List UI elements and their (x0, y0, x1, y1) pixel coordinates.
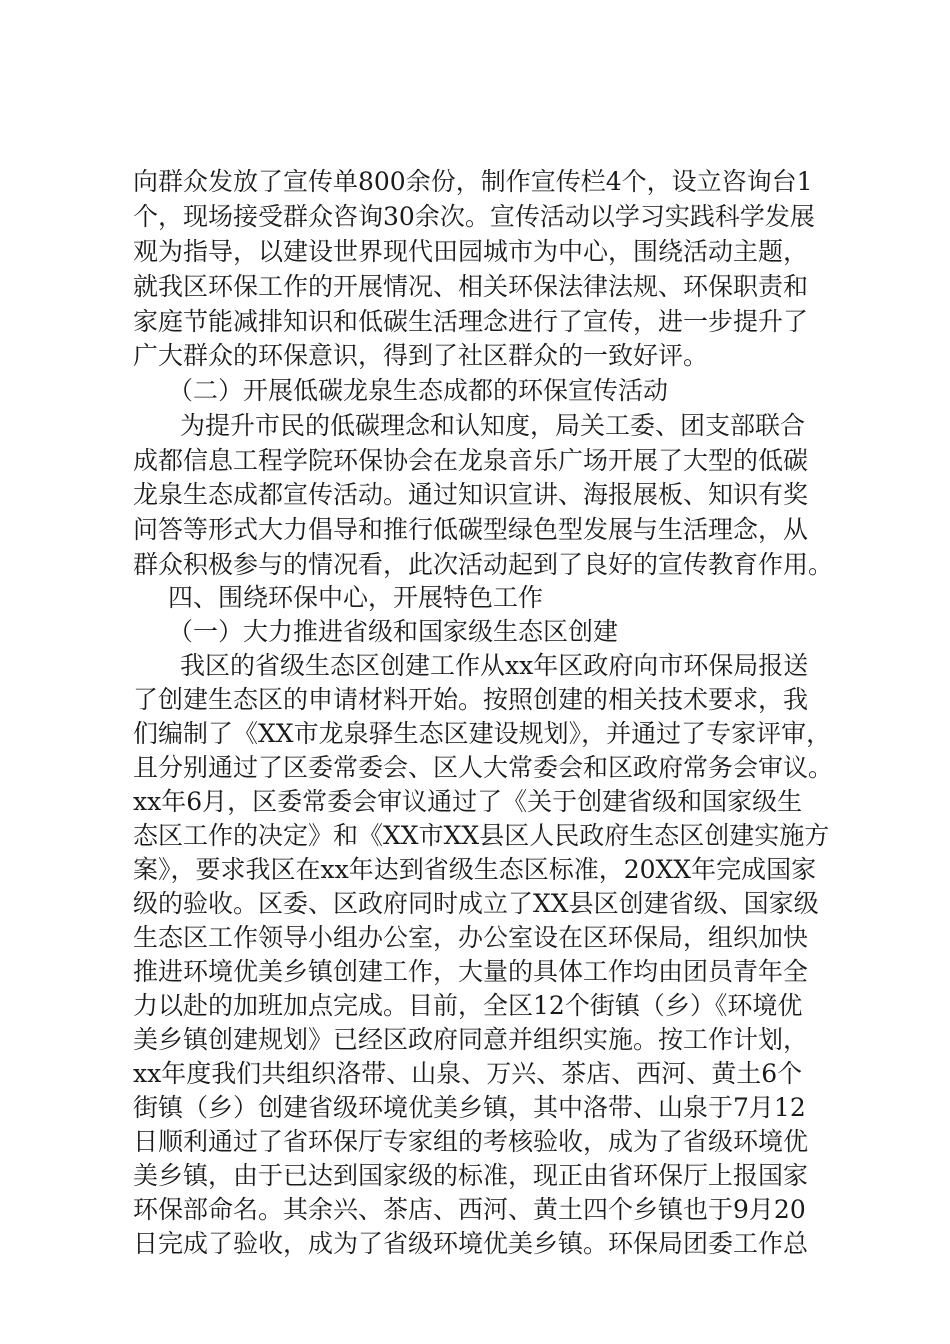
body-text-line: 观为指导，以建设世界现代田园城市为中心，围绕活动主题， (133, 237, 809, 266)
body-text-line: xx年6月，区委常委会审议通过了《关于创建省级和国家级生 (133, 787, 803, 816)
body-text-line: 个，现场接受群众咨询30余次。宣传活动以学习实践科学发展 (133, 202, 815, 231)
body-text-line: 推进环境优美乡镇创建工作，大量的具体工作均由团员青年全 (133, 957, 809, 986)
body-text-line: 广大群众的环保意识，得到了社区群众的一致好评。 (133, 341, 709, 370)
body-text-line: 群众积极参与的情况看，此次活动起到了良好的宣传教育作用。 (133, 550, 834, 579)
body-text-line: 生态区工作领导小组办公室，办公室设在区环保局，组织加快 (133, 923, 809, 952)
body-text-line: 成都信息工程学院环保协会在龙泉音乐广场开展了大型的低碳 (133, 446, 809, 475)
body-text-line: 我区的省级生态区创建工作从xx年区政府向市环保局报送 (180, 651, 809, 680)
body-text-line: 家庭节能减排知识和低碳生活理念进行了宣传，进一步提升了 (133, 307, 809, 336)
body-text-line: 案》，要求我区在xx年达到省级生态区标准，20XX年完成国家 (133, 855, 817, 884)
body-text-line: 街镇（乡）创建省级环境优美乡镇，其中洛带、山泉于7月12 (133, 1093, 806, 1122)
body-text-line: 美乡镇创建规划》已经区政府同意并组织实施。按工作计划， (133, 1025, 809, 1054)
body-text-line: 力以赴的加班加点完成。目前，全区12个街镇（乡）《环境优 (133, 991, 803, 1020)
body-text-line: 们编制了《XX市龙泉驿生态区建设规划》，并通过了专家评审， (133, 719, 832, 748)
body-text-line: xx年度我们共组织洛带、山泉、万兴、茶店、西河、黄土6个 (133, 1059, 803, 1088)
body-text-line: 就我区环保工作的开展情况、相关环保法律法规、环保职责和 (133, 272, 809, 301)
body-text-line: 了创建生态区的申请材料开始。按照创建的相关技术要求，我 (133, 685, 809, 714)
body-text-line: 且分别通过了区委常委会、区人大常委会和区政府常务会审议。 (133, 753, 834, 782)
subsection-heading: （二）开展低碳龙泉生态成都的环保宣传活动 (168, 376, 669, 405)
subsection-heading: （一）大力推进省级和国家级生态区创建 (168, 617, 619, 646)
body-text-line: 环保部命名。其余兴、茶店、西河、黄土四个乡镇也于9月20 (133, 1195, 806, 1224)
section-heading: 四、围绕环保中心，开展特色工作 (168, 583, 544, 612)
body-text-line: 向群众发放了宣传单800余份，制作宣传栏4个，设立咨询台1 (133, 167, 813, 196)
body-text-line: 态区工作的决定》和《XX市XX县区人民政府生态区创建实施方 (133, 821, 830, 850)
body-text-line: 龙泉生态成都宣传活动。通过知识宣讲、海报展板、知识有奖 (133, 480, 809, 509)
body-text-line: 级的验收。区委、区政府同时成立了XX县区创建省级、国家级 (133, 889, 819, 918)
body-text-line: 为提升市民的低碳理念和认知度，局关工委、团支部联合 (180, 411, 806, 440)
body-text-line: 日完成了验收，成为了省级环境优美乡镇。环保局团委工作总 (133, 1229, 809, 1258)
body-text-line: 美乡镇，由于已达到国家级的标准，现正由省环保厅上报国家 (133, 1161, 809, 1190)
body-text-line: 问答等形式大力倡导和推行低碳型绿色型发展与生活理念，从 (133, 515, 809, 544)
body-text-line: 日顺利通过了省环保厅专家组的考核验收，成为了省级环境优 (133, 1127, 809, 1156)
